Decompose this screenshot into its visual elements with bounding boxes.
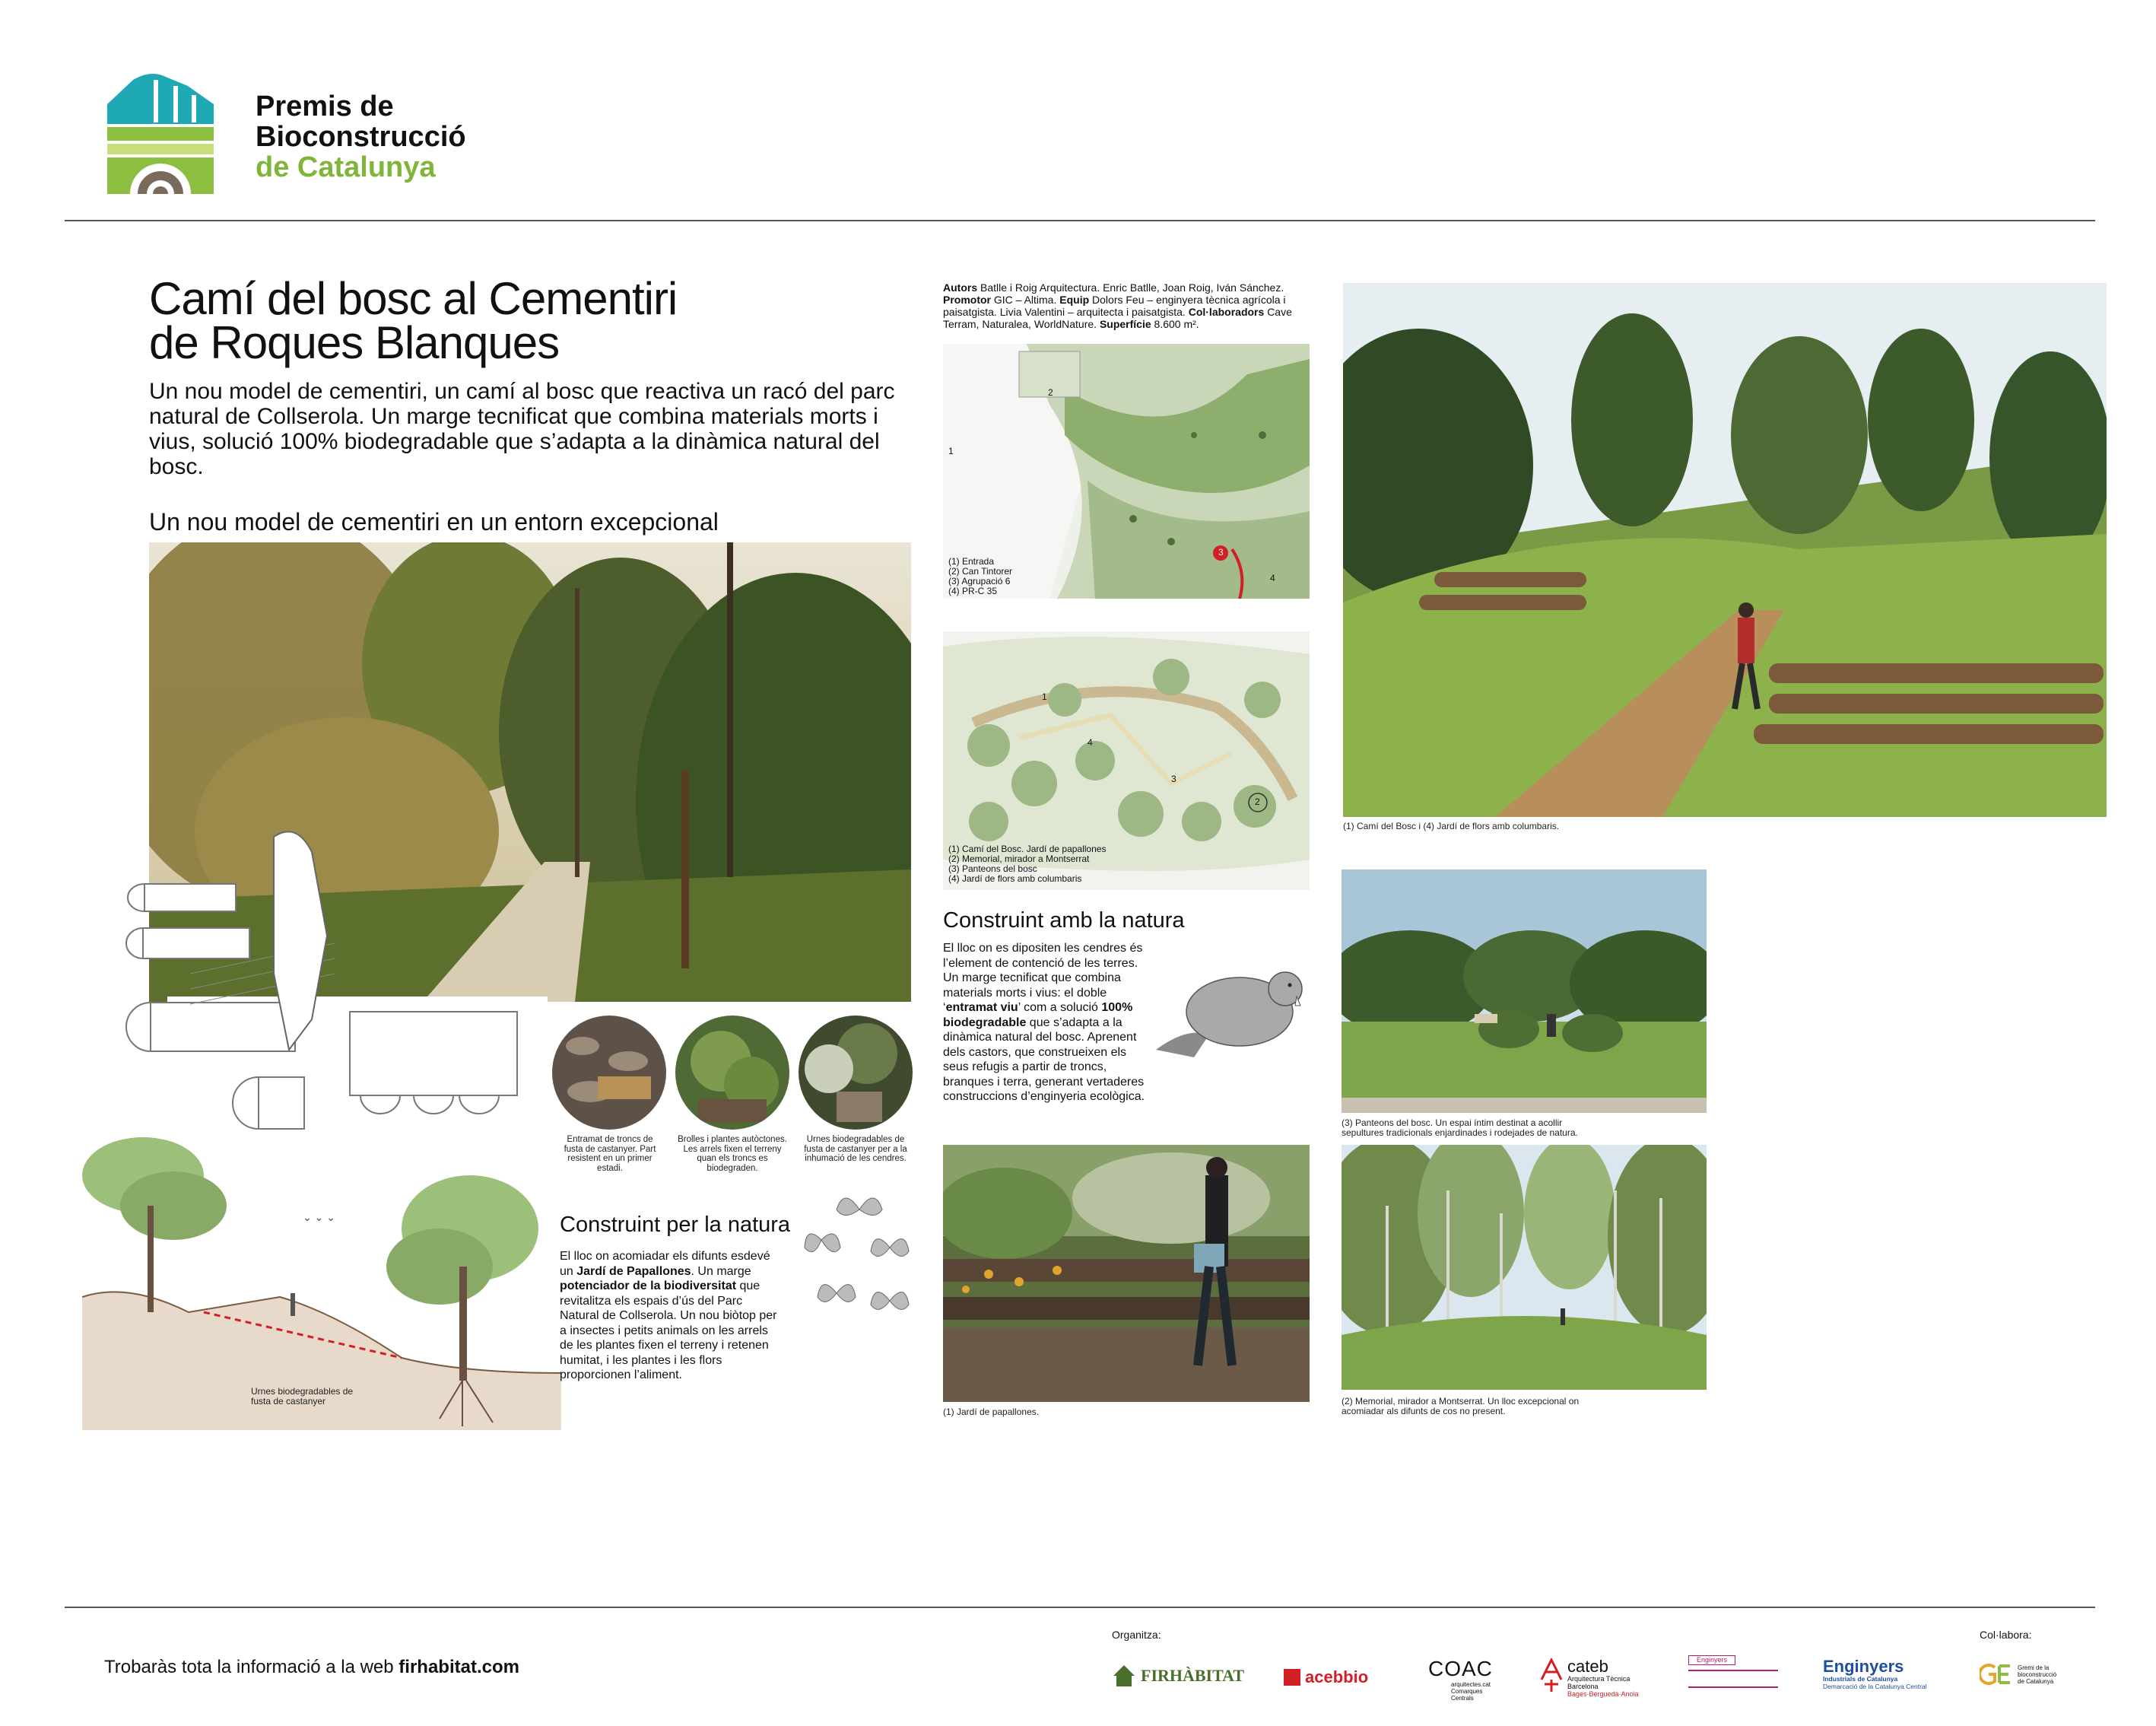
section3-bold-2: potenciador de la biodiversitat (560, 1279, 737, 1292)
section3-text-b: . Un marge (691, 1264, 751, 1278)
organitza-label: Organitza: (1112, 1629, 1161, 1641)
section3-text-a: El lloc on acomiadar els difunts esdevé un (560, 1250, 770, 1278)
collab-label: Col·laboradors (1188, 306, 1265, 318)
enginyers-sub: Industrials de Catalunya (1823, 1675, 1898, 1683)
enginyers-central-logo[interactable] (1688, 1655, 1778, 1693)
biodegradable-urns-circle-photo (799, 1016, 913, 1130)
map1-number-4: 4 (1270, 573, 1275, 583)
gremi-text: Gremi de la (2018, 1664, 2050, 1671)
beaver-drawing (1141, 943, 1308, 1065)
section3-bold-1: Jardí de Papallones (576, 1264, 691, 1278)
butterfly-garden-photo (943, 1145, 1310, 1402)
forest-pantheons-caption: (3) Panteons del bosc. Un espai íntim destinat a acollir sepultures tradicionals enjardinades i rodejades de natura. (1342, 1117, 1578, 1138)
section2-text (943, 941, 1148, 1105)
enginyers-industrials-logo[interactable] (1823, 1658, 1927, 1690)
map1-legend-item: (3) Agrupació 6 (948, 576, 1011, 586)
enginyers-central-logo-text: Enginyers (1688, 1655, 1735, 1665)
brand-line-2: Bioconstrucció (256, 121, 466, 153)
house-icon (1112, 1664, 1136, 1688)
cateb-logo[interactable] (1540, 1658, 1639, 1698)
brand-line-3: de Catalunya (256, 151, 436, 183)
circle-caption-2: Brolles i plantes autòctones. Les arrels fixen el terreny quan els troncs es biodegraden. (678, 1135, 787, 1173)
collab-value: Cave Terram, Naturalea, WorldNature. (943, 306, 1292, 330)
detail-plan-map (943, 631, 1310, 890)
section2-text-b: ’ com a solució (1018, 1001, 1102, 1014)
site-plan-map (943, 344, 1310, 599)
map1-legend (948, 557, 1012, 596)
superficie-value: 8.600 m². (1154, 318, 1199, 330)
memorial-photo (1342, 1145, 1707, 1390)
header-divider (65, 220, 2095, 221)
map1-legend-item: (1) Entrada (948, 556, 995, 567)
autors-value: Batlle i Roig Arquitectura. Enric Batlle, Joan Roig, Iván Sánchez. (980, 281, 1284, 294)
cateb-sub: Arquitectura Tècnica (1567, 1675, 1630, 1683)
enginyers-sub: Demarcació de la Catalunya Central (1823, 1683, 1927, 1690)
page-title (149, 273, 910, 368)
enginyers-industrials-logo-text: Enginyers (1823, 1657, 1904, 1676)
promotor-value: GIC – Altima. (993, 294, 1057, 306)
map2-number-2: 2 (1255, 796, 1260, 807)
cateb-logo-text: cateb (1567, 1657, 1608, 1676)
forest-pantheons-photo (1342, 869, 1707, 1113)
section-drawing-caption: Urnes biodegradables de fusta de castanyer (251, 1386, 354, 1407)
section2-bold-2: 100% biodegradable (943, 1001, 1133, 1029)
firhabitat-logo-text: FIRHÀBITAT (1141, 1666, 1245, 1685)
map2-legend (948, 844, 1106, 884)
coac-sub: arquitectes.cat (1451, 1681, 1491, 1688)
equip-label: Equip (1059, 294, 1090, 306)
enginyers-lines-icon (1688, 1670, 1778, 1688)
autors-label: Autors (943, 281, 978, 294)
map1-number-2: 2 (1048, 387, 1053, 398)
butterflies-drawing (799, 1187, 920, 1324)
superficie-label: Superfície (1099, 318, 1151, 330)
brand-name (256, 91, 466, 183)
map2-legend-item: (3) Panteons del bosc (948, 863, 1037, 874)
coac-sub: Centrals (1451, 1695, 1474, 1702)
title-line-2: de Roques Blanques (149, 317, 560, 368)
equip-value: Dolors Feu – enginyera tècnica agrícola i paisatgista. Livia Valentini – arquitecta i paisatgista. (943, 294, 1286, 318)
brand-line-1: Premis de (256, 91, 394, 122)
map2-number-1: 1 (1042, 691, 1047, 702)
title-line-1: Camí del bosc al Cementiri (149, 273, 678, 324)
footer-web-label: Trobaràs tota la informació a la web (104, 1657, 399, 1677)
butterfly-garden-caption: (1) Jardí de papallones. (943, 1407, 1040, 1417)
cateb-a-icon (1540, 1658, 1563, 1692)
section2-text-c: que s’adapta a la dinàmica natural del bosc. Aprenent dels castors, que construeixen els seus refugis a partir de troncs, branques i terra, generant vertaderes construccions d’enginyeria ecològica. (943, 1016, 1145, 1103)
map1-legend-item: (2) Can Tintorer (948, 566, 1013, 577)
map2-number-4: 4 (1088, 737, 1093, 748)
footer-divider (65, 1607, 2095, 1608)
gremi-text: de Catalunya (2018, 1677, 2054, 1685)
acebbio-logo[interactable] (1284, 1667, 1368, 1687)
coac-logo-text: COAC (1428, 1657, 1493, 1680)
circle-caption-1: Entramat de troncs de fusta de castanyer. Part resistent en un primer estadi. (564, 1135, 656, 1173)
acebbio-logo-text: acebbio (1305, 1667, 1369, 1686)
svg-text:⌄ ⌄ ⌄: ⌄ ⌄ ⌄ (303, 1211, 335, 1223)
map1-legend-item: (4) PR-C 35 (948, 586, 998, 596)
firhabitat-logo[interactable] (1112, 1663, 1244, 1689)
memorial-caption: (2) Memorial, mirador a Montserrat. Un lloc excepcional on acomiadar als difunts de cos no present. (1342, 1396, 1580, 1416)
native-plants-circle-photo (675, 1016, 789, 1130)
section2-heading: Construint amb la natura (943, 908, 1185, 933)
section1-heading: Un nou model de cementiri en un entorn excepcional (149, 508, 719, 536)
section2-bold-1: entramat viu (945, 1001, 1018, 1014)
coac-logo[interactable] (1428, 1657, 1493, 1702)
forest-path-columbarium-caption: (1) Camí del Bosc i (4) Jardí de flors amb columbaris. (1343, 821, 1560, 831)
log-structure-drawing (122, 822, 548, 1133)
log-framework-circle-photo (552, 1016, 666, 1130)
lead-paragraph: Un nou model de cementiri, un camí al bosc que reactiva un racó del parc natural de Collserola. Un marge tecnificat que combina materials morts i vius, solució 100% biodegradable que s’adapta a la dinàmica natural del bosc. (149, 379, 895, 479)
gremi-logo[interactable] (1980, 1663, 2056, 1686)
section3-text-c: que revitalitza els espais d’ús del Parc Natural de Collserola. Un nou biòtop per a insectes i petits animals on les arrels de les plantes fixen el terreny i retenen humitat, i les plantes i les flors proporcionen l’aliment. (560, 1279, 777, 1381)
coac-sub: Comarques (1451, 1688, 1483, 1695)
brand-logo-icon (103, 71, 218, 194)
cateb-sub: Bages·Berguedà·Anoia (1567, 1690, 1639, 1698)
map1-number-1: 1 (948, 446, 954, 456)
circle-caption-3: Urnes biodegradables de fusta de castanyer per a la inhumació de les cendres. (804, 1135, 907, 1163)
map2-legend-item: (2) Memorial, mirador a Montserrat (948, 853, 1090, 864)
acebbio-square-icon (1284, 1669, 1300, 1686)
map2-legend-item: (1) Camí del Bosc. Jardí de papallones (948, 844, 1107, 854)
map2-legend-item: (4) Jardí de flors amb columbaris (948, 873, 1082, 884)
promotor-label: Promotor (943, 294, 991, 306)
forest-path-columbarium-photo (1343, 283, 2107, 817)
section3-heading: Construint per la natura (560, 1213, 791, 1237)
footer-web-text (104, 1657, 519, 1678)
footer-web-link[interactable]: firhabitat.com (398, 1657, 519, 1677)
map1-number-3: 3 (1218, 547, 1224, 558)
gremi-ge-icon (1980, 1663, 2013, 1686)
section3-text (560, 1249, 780, 1383)
credits-block (943, 281, 1300, 330)
collabora-label: Col·labora: (1980, 1629, 2032, 1641)
map2-number-3: 3 (1171, 774, 1176, 784)
section2-text-a: El lloc on es dipositen les cendres és l’element de contenció de les terres. Un marge tecnificat que combina materials morts i vius: el doble ‘ (943, 942, 1143, 1014)
cateb-sub: Barcelona (1567, 1683, 1599, 1690)
gremi-text: bioconstrucció (2018, 1670, 2057, 1678)
section-drawing (82, 1130, 561, 1430)
